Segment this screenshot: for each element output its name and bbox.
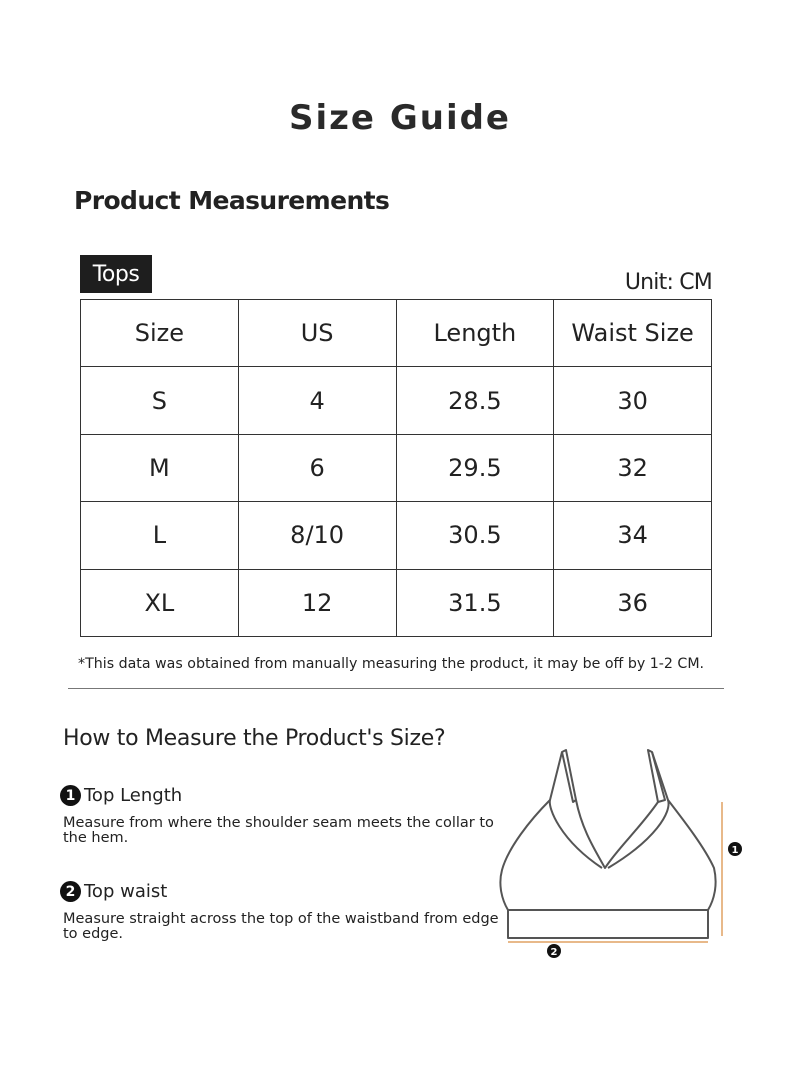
step-1-description: Measure from where the shoulder seam meets the collar to the hem. — [63, 815, 494, 846]
cell-waist: 30 — [554, 367, 712, 434]
cell-waist: 32 — [554, 434, 712, 501]
bra-top-diagram — [490, 740, 760, 970]
cell-size: L — [81, 502, 239, 569]
cell-us: 4 — [238, 367, 396, 434]
cell-us: 12 — [238, 569, 396, 636]
cell-us: 6 — [238, 434, 396, 501]
header-waist-size: Waist Size — [554, 300, 712, 367]
size-table — [80, 299, 712, 637]
cell-size: S — [81, 367, 239, 434]
measurement-note: *This data was obtained from manually measuring the product, it may be off by 1-2 CM. — [78, 656, 705, 672]
section-heading: Product Measurements — [74, 186, 390, 215]
table-row — [81, 367, 712, 434]
cell-size: XL — [81, 569, 239, 636]
step-2-label: Top waist — [84, 881, 168, 902]
table-row — [81, 569, 712, 636]
cell-us: 8/10 — [238, 502, 396, 569]
step-1-title — [60, 785, 182, 806]
how-to-heading: How to Measure the Product's Size? — [63, 726, 446, 751]
step-2-title — [60, 881, 167, 902]
table-header-row — [81, 300, 712, 367]
diagram-label-2: 2 — [550, 947, 558, 958]
cell-size: M — [81, 434, 239, 501]
cell-length: 29.5 — [396, 434, 554, 501]
table-row — [81, 502, 712, 569]
diagram-label-1: 1 — [731, 845, 739, 856]
step-2-number: 2 — [60, 881, 81, 902]
cell-length: 28.5 — [396, 367, 554, 434]
cell-waist: 34 — [554, 502, 712, 569]
step-1-number: 1 — [60, 785, 81, 806]
cell-length: 30.5 — [396, 502, 554, 569]
header-size: Size — [81, 300, 239, 367]
step-1-label: Top Length — [84, 785, 183, 806]
header-us: US — [238, 300, 396, 367]
cell-waist: 36 — [554, 569, 712, 636]
category-tag: Tops — [80, 255, 152, 293]
step-2-description: Measure straight across the top of the waistband from edge to edge. — [63, 911, 499, 942]
divider — [68, 688, 724, 689]
header-length: Length — [396, 300, 554, 367]
cell-length: 31.5 — [396, 569, 554, 636]
page-title: Size Guide — [289, 98, 511, 138]
garment-outline — [500, 750, 715, 938]
table-row — [81, 434, 712, 501]
unit-label: Unit: CM — [624, 270, 712, 295]
